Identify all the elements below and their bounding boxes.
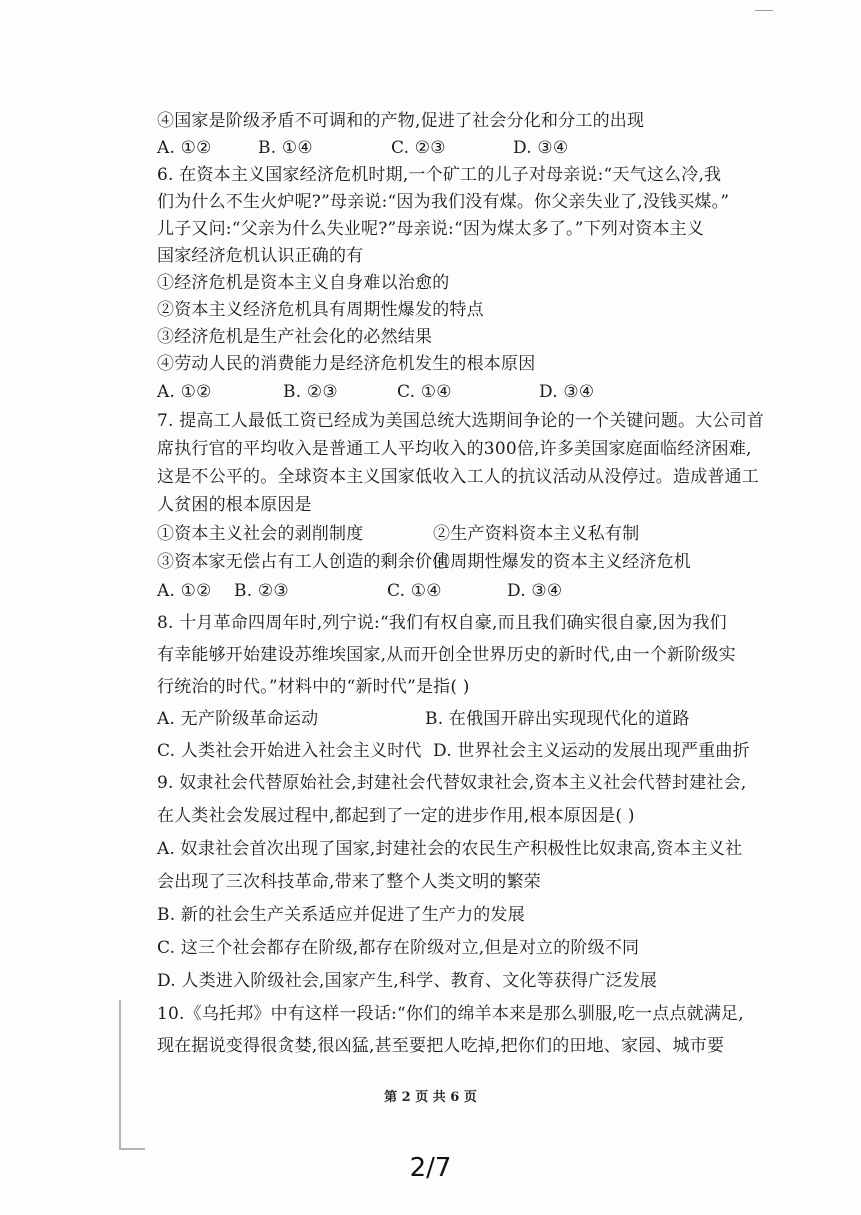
option-d: D. ③④ xyxy=(507,581,563,601)
text-line: 这是不公平的。全球资本主义国家低收入工人的抗议活动从没停过。造成普通工 xyxy=(157,467,759,487)
question-10: 10.《乌托邦》中有这样一段话:“你们的绵羊本来是那么驯服,吃一点点就满足, xyxy=(157,1004,744,1024)
option-a: A. 无产阶级革命运动 xyxy=(157,709,319,729)
question-8: 8. 十月革命四周年时,列宁说:“我们有权自豪,而且我们确实很自豪,因为我们 xyxy=(157,613,727,633)
text-line: 在人类社会发展过程中,都起到了一定的进步作用,根本原因是( ) xyxy=(157,806,635,826)
option-a: A. ①② xyxy=(157,581,212,601)
text-line: 国家经济危机认识正确的有 xyxy=(157,246,364,266)
option-d: D. ③④ xyxy=(513,138,569,158)
option-d: D. ③④ xyxy=(539,382,595,402)
page-footer: 第 2 页 共 6 页 xyxy=(384,1090,477,1105)
statement-1: ①经济危机是资本主义自身难以治愈的 xyxy=(157,273,450,293)
text-line: ④国家是阶级矛盾不可调和的产物,促进了社会分化和分工的出现 xyxy=(157,111,645,131)
scan-mark-top-right xyxy=(755,10,773,11)
option-c: C. ①④ xyxy=(387,581,442,601)
scan-edge-left xyxy=(119,1000,121,1150)
text-line: 现在据说变得很贪婪,很凶猛,甚至要把人吃掉,把你们的田地、家园、城市要 xyxy=(157,1036,725,1056)
question-7: 7. 提高工人最低工资已经成为美国总统大选期间争论的一个关键问题。大公司首 xyxy=(157,411,765,431)
option-b: B. ②③ xyxy=(283,382,338,402)
statement-2: ②生产资料资本主义私有制 xyxy=(433,524,640,544)
text-line: 有幸能够开始建设苏维埃国家,从而开创全世界历史的新时代,由一个新阶级实 xyxy=(157,645,736,665)
option-c: C. ①④ xyxy=(397,382,452,402)
statement-4: ④周期性爆发的资本主义经济危机 xyxy=(433,552,691,572)
statement-2: ②资本主义经济危机具有周期性爆发的特点 xyxy=(157,300,484,320)
option-a: A. ①② xyxy=(157,138,212,158)
text-line: 行统治的时代。”材料中的“新时代”是指( ) xyxy=(157,677,470,697)
text-line: 人贫困的根本原因是 xyxy=(157,495,312,515)
option-d: D. 世界社会主义运动的发展出现严重曲折 xyxy=(433,741,750,761)
option-c: C. 这三个社会都存在阶级,都存在阶级对立,但是对立的阶级不同 xyxy=(157,938,640,958)
option-b: B. ②③ xyxy=(234,581,289,601)
statement-3: ③资本家无偿占有工人创造的剩余价值 xyxy=(157,552,450,572)
scan-edge-bottom xyxy=(121,1148,145,1150)
question-6: 6. 在资本主义国家经济危机时期,一个矿工的儿子对母亲说:“天气这么冷,我 xyxy=(157,165,722,185)
question-9: 9. 奴隶社会代替原始社会,封建社会代替奴隶社会,资本主义社会代替封建社会, xyxy=(157,773,747,793)
option-b: B. 新的社会生产关系适应并促进了生产力的发展 xyxy=(157,905,525,925)
option-a: A. ①② xyxy=(157,382,212,402)
text-line: 们为什么不生火炉呢?”母亲说:“因为我们没有煤。你父亲失业了,没钱买煤。” xyxy=(157,192,730,212)
text-line: 席执行官的平均收入是普通工人平均收入的300倍,许多美国家庭面临经济困难, xyxy=(157,439,752,459)
text-line: 儿子又问:“父亲为什么失业呢?”母亲说:“因为煤太多了。”下列对资本主义 xyxy=(157,219,705,239)
option-c: C. 人类社会开始进入社会主义时代 xyxy=(157,741,422,761)
text-line: 会出现了三次科技革命,带来了整个人类文明的繁荣 xyxy=(157,872,542,892)
option-d: D. 人类进入阶级社会,国家产生,科学、教育、文化等获得广泛发展 xyxy=(157,971,658,991)
option-b: B. 在俄国开辟出实现现代化的道路 xyxy=(425,709,690,729)
page-indicator: 2/7 xyxy=(409,1153,452,1183)
option-c: C. ②③ xyxy=(391,138,446,158)
statement-3: ③经济危机是生产社会化的必然结果 xyxy=(157,327,433,347)
option-b: B. ①④ xyxy=(258,138,313,158)
option-a: A. 奴隶社会首次出现了国家,封建社会的农民生产积极性比奴隶高,资本主义社 xyxy=(157,839,743,859)
statement-4: ④劳动人民的消费能力是经济危机发生的根本原因 xyxy=(157,354,536,374)
statement-1: ①资本主义社会的剥削制度 xyxy=(157,524,364,544)
